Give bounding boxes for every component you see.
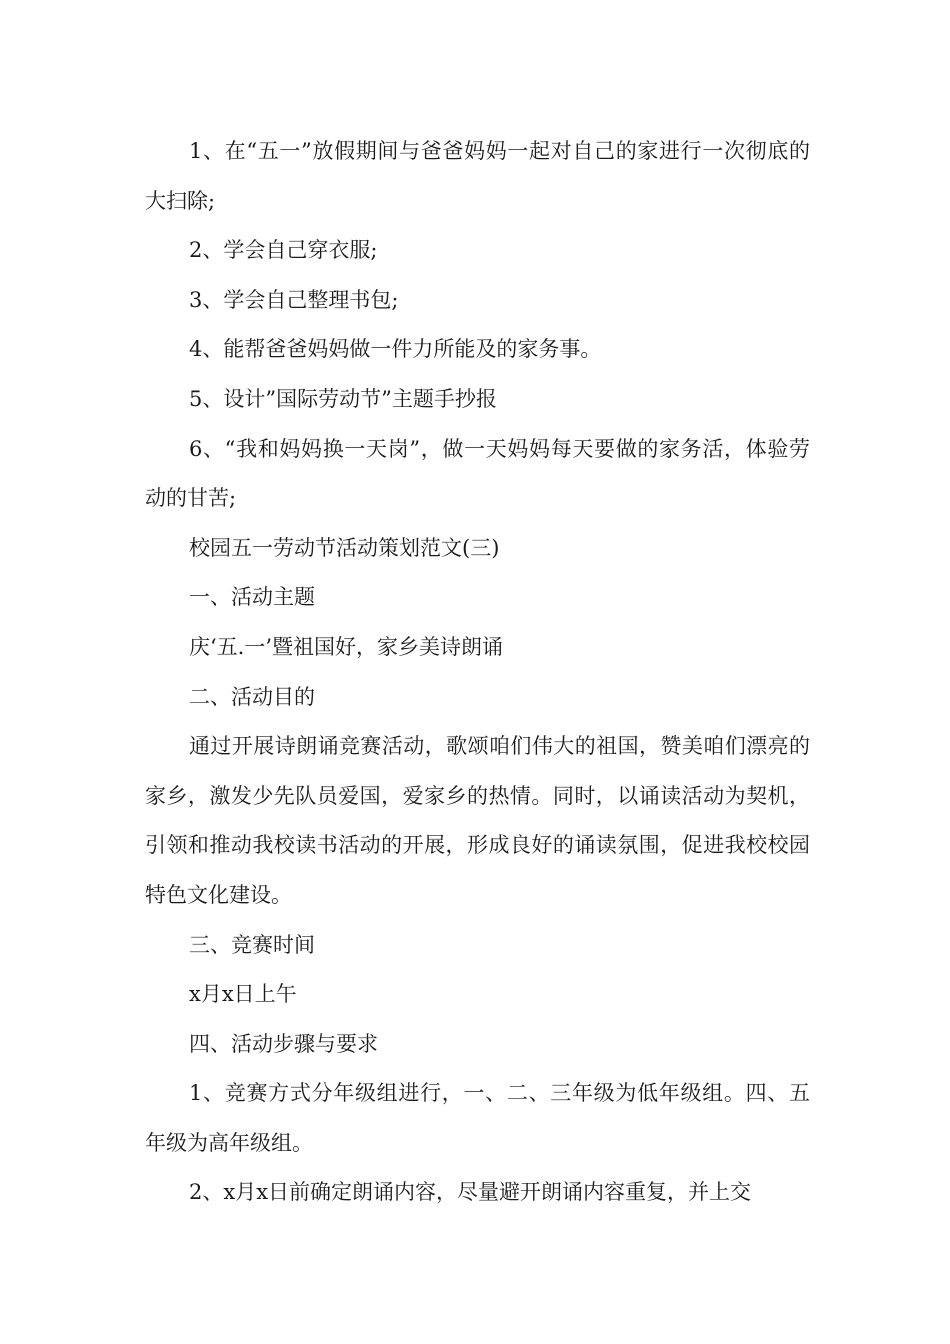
document-body [145, 127, 810, 1218]
heading-theme: 一、活动主题 [189, 585, 315, 610]
list-item-cleaning: 1、在“五一”放假期间与爸爸妈妈一起对自己的家进行一次彻底的大扫除; [145, 139, 810, 213]
heading-steps: 四、活动步骤与要求 [189, 1031, 378, 1056]
list-item-swap-roles: 6、“我和妈妈换一天岗”，做一天妈妈每天要做的家务活，体验劳动的甘苦; [145, 436, 810, 511]
list-item-housework: 4、能帮爸爸妈妈做一件力所能及的家务事。 [189, 337, 602, 362]
section-title: 校园五一劳动节活动策划范文(三) [189, 535, 500, 560]
time-text: x月x日上午 [189, 982, 297, 1007]
heading-purpose: 二、活动目的 [189, 684, 315, 709]
steps-item-1: 1、竞赛方式分年级组进行，一、二、三年级为低年级组。四、五年级为高年级组。 [145, 1081, 810, 1155]
list-item-handwritten-paper: 5、设计”国际劳动节”主题手抄报 [189, 386, 497, 411]
list-item-dressing: 2、学会自己穿衣服; [189, 238, 378, 263]
steps-item-2: 2、x月x日前确定朗诵内容，尽量避开朗诵内容重复，并上交 [189, 1180, 752, 1205]
list-item-schoolbag: 3、学会自己整理书包; [189, 287, 399, 312]
theme-text: 庆‘五.一’暨祖国好，家乡美诗朗诵 [189, 634, 504, 659]
purpose-text: 通过开展诗朗诵竞赛活动，歌颂咱们伟大的祖国，赞美咱们漂亮的家乡，激发少先队员爱国，爱家乡的热情。同时，以诵读活动为契机，引领和推动我校读书活动的开展，形成良好的诵读氛围，促进我校校园特色文化建设。 [145, 734, 810, 907]
heading-time: 三、竞赛时间 [189, 932, 315, 957]
